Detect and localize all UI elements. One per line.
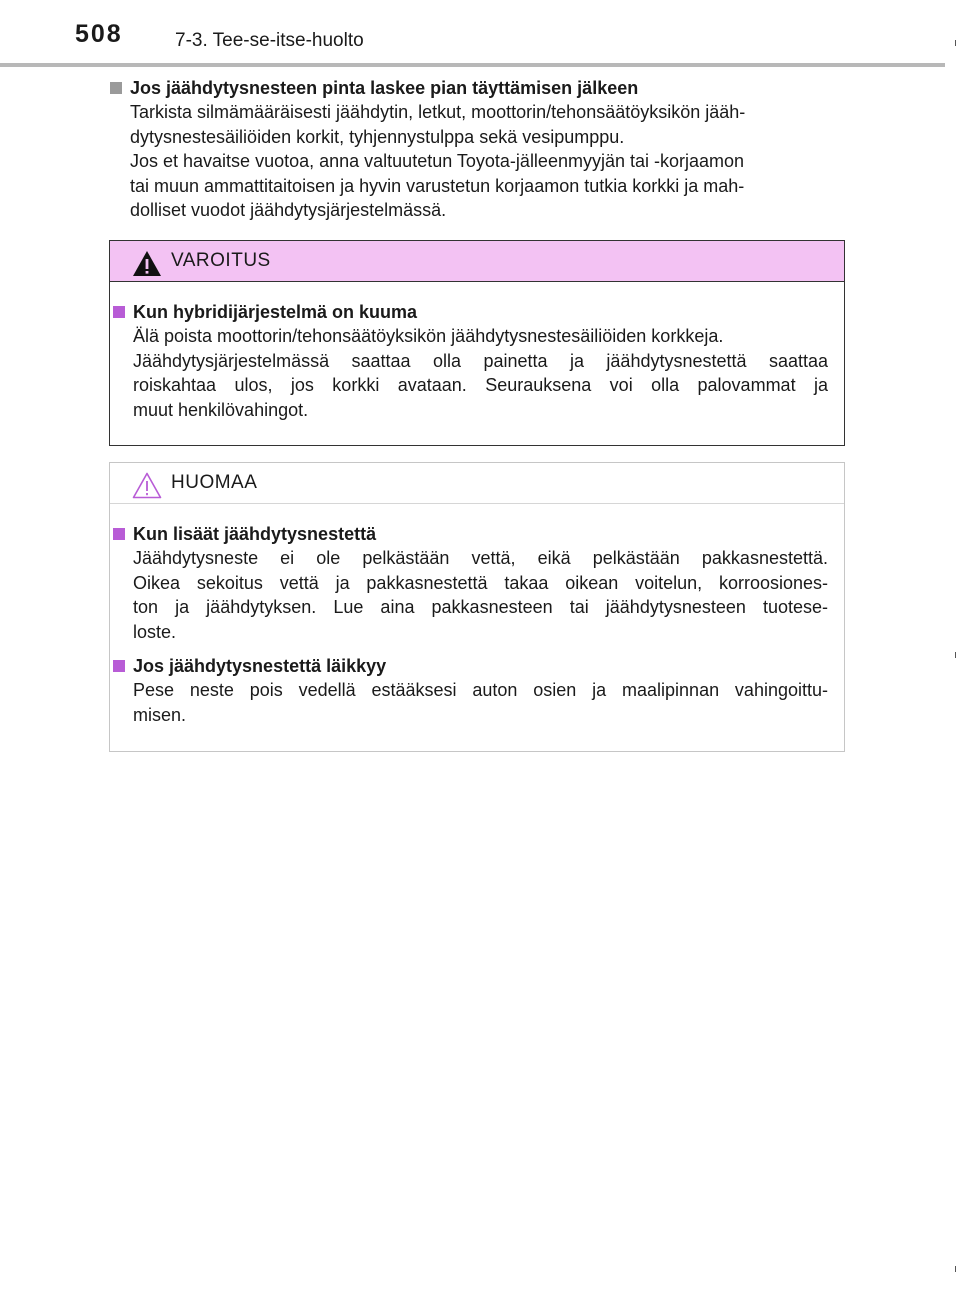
text-line: muut henkilövahingot. bbox=[133, 399, 309, 420]
chapter-title: 7-3. Tee-se-itse-huolto bbox=[175, 30, 364, 51]
text-line: Oikea sekoitus vettä ja pakkasnestettä takaa oikean voitelun, korroosiones- bbox=[133, 572, 828, 593]
margin-tick bbox=[955, 40, 956, 46]
notice-box bbox=[109, 462, 845, 752]
item-heading bbox=[113, 654, 828, 678]
text-line: tai muun ammattitaitoisen ja hyvin varustetun korjaamon tutkia korkki ja mah- bbox=[130, 175, 745, 196]
item-title: Kun lisäät jäähdytysnestettä bbox=[133, 524, 377, 544]
text-line: loste. bbox=[133, 621, 177, 642]
text-line: Älä poista moottorin/tehonsäätöyksikön jäähdytysnestesäiliöiden korkkeja. bbox=[133, 326, 724, 346]
notice-item bbox=[113, 654, 828, 727]
text-line: Jäähdytysjärjestelmässä saattaa olla painetta ja jäähdytysnestettä saattaa bbox=[133, 350, 828, 371]
warning-item bbox=[113, 300, 828, 422]
text-line: ton ja jäähdytyksen. Lue aina pakkasnesteen tai jäähdytysnesteen tuotese- bbox=[133, 597, 828, 617]
notice-label: HUOMAA bbox=[171, 472, 258, 493]
coolant-section bbox=[110, 76, 845, 223]
text-line: dolliset vuodot jäähdytysjärjestelmässä. bbox=[130, 200, 447, 220]
text-line: Jäähdytysneste ei ole pelkästään vettä, eikä pelkästään pakkasnestettä. bbox=[133, 548, 828, 568]
item-title: Jos jäähdytysnestettä läikkyy bbox=[133, 656, 387, 676]
item-paragraph bbox=[133, 324, 828, 422]
warning-header bbox=[110, 241, 844, 282]
section-heading-text: Jos jäähdytysnesteen pinta laskee pian täyttämisen jälkeen bbox=[130, 78, 639, 98]
text-line: misen. bbox=[133, 704, 187, 725]
notice-item bbox=[113, 522, 828, 644]
margin-tick bbox=[955, 652, 956, 658]
square-bullet-icon bbox=[113, 306, 125, 318]
square-bullet-icon bbox=[110, 82, 122, 94]
warning-label: VAROITUS bbox=[171, 250, 271, 271]
warning-triangle-icon bbox=[132, 250, 162, 277]
item-title: Kun hybridijärjestelmä on kuuma bbox=[133, 302, 418, 322]
section-heading bbox=[110, 76, 845, 100]
margin-tick bbox=[955, 1266, 956, 1272]
item-paragraph bbox=[133, 678, 828, 727]
notice-body bbox=[110, 504, 844, 727]
text-line: Tarkista silmämääräisesti jäähdytin, letkut, moottorin/tehonsäätöyksikön jääh- bbox=[130, 102, 746, 122]
text-line: Jos et havaitse vuotoa, anna valtuutetun Toyota-jälleenmyyjän tai -korjaamon bbox=[130, 151, 745, 171]
item-heading bbox=[113, 300, 828, 324]
warning-box bbox=[109, 240, 845, 446]
square-bullet-icon bbox=[113, 660, 125, 672]
text-line: roiskahtaa ulos, jos korkki avataan. Seurauksena voi olla palovammat ja bbox=[133, 375, 828, 395]
page-number: 508 bbox=[75, 20, 123, 48]
notice-header bbox=[110, 463, 844, 504]
section-paragraph bbox=[130, 100, 845, 223]
square-bullet-icon bbox=[113, 528, 125, 540]
item-heading bbox=[113, 522, 828, 546]
page-header bbox=[0, 0, 960, 68]
item-paragraph bbox=[133, 546, 828, 644]
warning-body bbox=[110, 282, 844, 422]
text-line: Pese neste pois vedellä estääksesi auton osien ja maalipinnan vahingoittu- bbox=[133, 680, 828, 700]
header-rule bbox=[0, 63, 945, 67]
text-line: dytysnestesäiliöiden korkit, tyhjennystulppa sekä vesipumppu. bbox=[130, 126, 625, 147]
caution-triangle-icon bbox=[132, 472, 162, 499]
